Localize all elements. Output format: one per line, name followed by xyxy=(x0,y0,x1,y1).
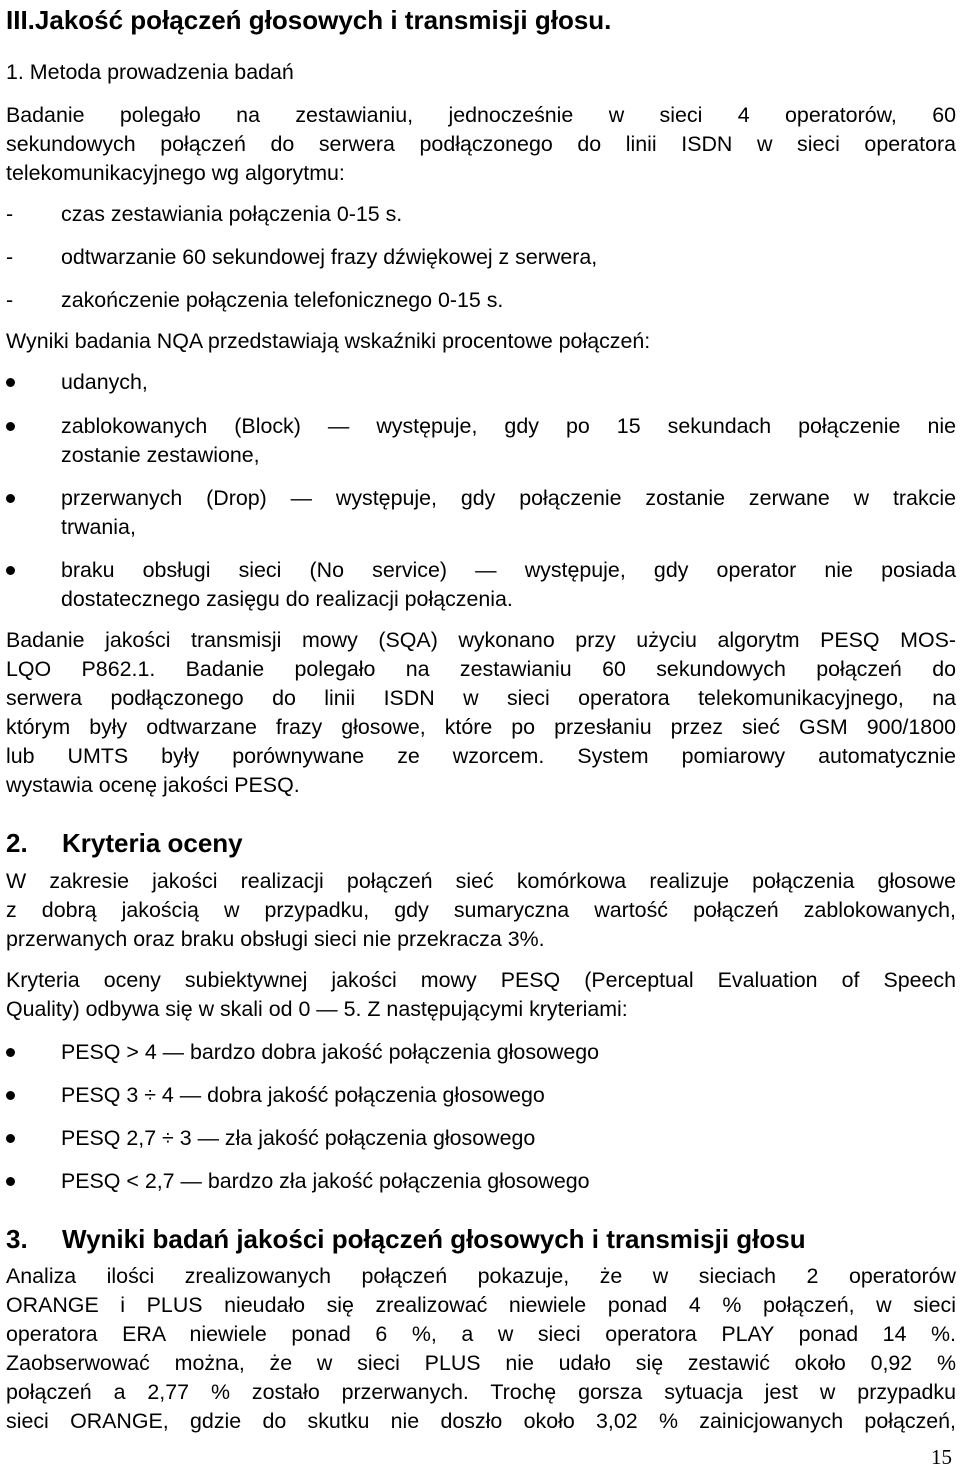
pesq-item: PESQ > 4 — bardzo dobra jakość połączenia głosowego xyxy=(61,1040,600,1064)
intro-line: Badanie polegało na zestawianiu, jednocześnie w sieci 4 operatorów, 60 xyxy=(6,103,956,127)
criteria-line: z dobrą jakością w przypadku, gdy sumaryczna wartość połączeń zablokowanych, xyxy=(6,898,956,922)
page-number: 15 xyxy=(931,1445,952,1469)
nqa-intro: Wyniki badania NQA przedstawiają wskaźniki procentowe połączeń: xyxy=(6,329,651,353)
step-dash: - xyxy=(6,202,14,226)
bullet-icon xyxy=(6,1177,15,1186)
criteria-title: Kryteria oceny xyxy=(62,828,243,858)
criteria-line: przerwanych oraz braku obsługi sieci nie przekracza 3%. xyxy=(6,927,545,951)
step-item: zakończenie połączenia telefonicznego 0-15 s. xyxy=(61,288,504,312)
nqa-item: zablokowanych (Block) — występuje, gdy po 15 sekundach połączenie nie xyxy=(61,414,956,438)
results-line: operatora ERA niewiele ponad 6 %, a w sieci operatora PLAY ponad 14 %. xyxy=(6,1322,956,1346)
pesq-item: PESQ 3 ÷ 4 — dobra jakość połączenia głosowego xyxy=(61,1083,545,1107)
bullet-icon xyxy=(6,378,15,387)
method-heading: 1. Metoda prowadzenia badań xyxy=(6,60,294,84)
results-line: Analiza ilości zrealizowanych połączeń pokazuje, że w sieciach 2 operatorów xyxy=(6,1264,956,1288)
sqa-line: którym były odtwarzane frazy głosowe, które po przesłaniu przez sieć GSM 900/1800 xyxy=(6,715,956,739)
step-dash: - xyxy=(6,245,14,269)
nqa-item: przerwanych (Drop) — występuje, gdy połączenie zostanie zerwane w trakcie xyxy=(61,486,956,510)
results-line: połączeń a 2,77 % zostało przerwanych. Trochę gorsza sytuacja jest w przypadku xyxy=(6,1380,956,1404)
criteria-number: 2. xyxy=(6,828,28,858)
results-line: Zaobserwować można, że w sieci PLUS nie udało się zestawić około 0,92 % xyxy=(6,1351,956,1375)
bullet-icon xyxy=(6,494,15,503)
intro-line: sekundowych połączeń do serwera podłączonego do linii ISDN w sieci operatora xyxy=(6,132,956,156)
pesq-item: PESQ 2,7 ÷ 3 — zła jakość połączenia głosowego xyxy=(61,1126,536,1150)
criteria-line: Kryteria oceny subiektywnej jakości mowy PESQ (Perceptual Evaluation of Speech xyxy=(6,968,956,992)
results-line: ORANGE i PLUS nieudało się zrealizować niewiele ponad 4 % połączeń, w sieci xyxy=(6,1293,956,1317)
step-item: czas zestawiania połączenia 0-15 s. xyxy=(61,202,403,226)
bullet-icon xyxy=(6,1091,15,1100)
criteria-line: W zakresie jakości realizacji połączeń sieć komórkowa realizuje połączenia głosowe xyxy=(6,869,956,893)
sqa-line: wystawia ocenę jakości PESQ. xyxy=(6,773,300,797)
pesq-item: PESQ < 2,7 — bardzo zła jakość połączenia głosowego xyxy=(61,1169,590,1193)
nqa-item-cont: dostatecznego zasięgu do realizacji połączenia. xyxy=(61,587,513,611)
step-item: odtwarzanie 60 sekundowej frazy dźwiękowej z serwera, xyxy=(61,245,598,269)
results-number: 3. xyxy=(6,1224,28,1254)
bullet-icon xyxy=(6,1134,15,1143)
nqa-item-cont: zostanie zestawione, xyxy=(61,443,260,467)
sqa-line: serwera podłączonego do linii ISDN w sieci operatora telekomunikacyjnego, na xyxy=(6,686,956,710)
bullet-icon xyxy=(6,1048,15,1057)
results-heading xyxy=(6,1222,806,1256)
nqa-item: braku obsługi sieci (No service) — występuje, gdy operator nie posiada xyxy=(61,558,956,582)
section-title: III.Jakość połączeń głosowych i transmisji głosu. xyxy=(6,5,612,35)
sqa-line: Badanie jakości transmisji mowy (SQA) wykonano przy użyciu algorytm PESQ MOS- xyxy=(6,628,956,652)
results-title: Wyniki badań jakości połączeń głosowych i transmisji głosu xyxy=(62,1224,806,1254)
nqa-item-cont: trwania, xyxy=(61,515,136,539)
bullet-icon xyxy=(6,566,15,575)
sqa-line: LQO P862.1. Badanie polegało na zestawianiu 60 sekundowych połączeń do xyxy=(6,657,956,681)
results-line: sieci ORANGE, gdzie do skutku nie doszło około 3,02 % zainicjowanych połączeń, xyxy=(6,1409,956,1433)
step-dash: - xyxy=(6,288,14,312)
criteria-heading xyxy=(6,826,243,860)
criteria-line: Quality) odbywa się w skali od 0 — 5. Z następującymi kryteriami: xyxy=(6,997,628,1021)
nqa-item: udanych, xyxy=(61,370,148,394)
intro-line: telekomunikacyjnego wg algorytmu: xyxy=(6,161,345,185)
sqa-line: lub UMTS były porównywane ze wzorcem. System pomiarowy automatycznie xyxy=(6,744,956,768)
bullet-icon xyxy=(6,422,15,431)
